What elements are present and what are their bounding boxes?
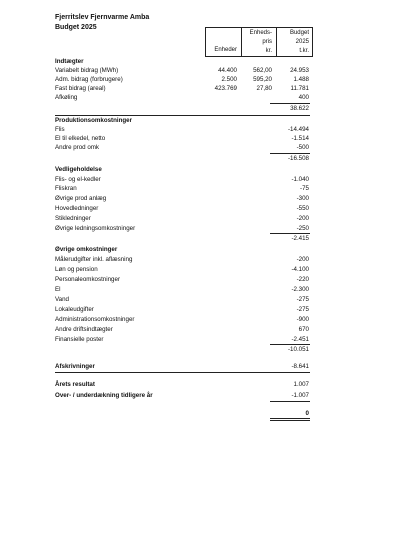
row-label: Hovedledninger bbox=[55, 205, 99, 212]
row-label: Øvrige ledningsomkostninger bbox=[55, 225, 136, 232]
section-heading-row bbox=[0, 165, 400, 174]
row-price: 27,80 bbox=[256, 85, 272, 92]
row-label: Fast bidrag (areal) bbox=[55, 85, 106, 92]
table-row bbox=[0, 66, 400, 75]
subtotal-row bbox=[0, 345, 400, 354]
row-label: Afkøling bbox=[55, 94, 78, 101]
final-total-row bbox=[0, 409, 400, 418]
row-units: 44.400 bbox=[218, 67, 237, 74]
result-value: 1.007 bbox=[293, 381, 309, 388]
table-row bbox=[0, 255, 400, 264]
row-label: Flis bbox=[55, 126, 65, 133]
row-price: 595,20 bbox=[253, 76, 272, 83]
table-row bbox=[0, 184, 400, 193]
table-row bbox=[0, 315, 400, 324]
col-header-budget-line3: t.kr. bbox=[299, 48, 309, 54]
section-heading: Indtægter bbox=[55, 58, 84, 65]
col-header-price-line1: Enheds- bbox=[249, 30, 272, 36]
table-row bbox=[0, 335, 400, 344]
col-header-price-line3: kr. bbox=[265, 48, 272, 54]
table-row bbox=[0, 125, 400, 134]
row-label: Stikledninger bbox=[55, 215, 91, 222]
section-heading: Vedligeholdelse bbox=[55, 166, 102, 173]
subtotal-value: 38.622 bbox=[290, 105, 309, 112]
row-budget: 11.781 bbox=[290, 85, 309, 92]
row-budget: 24.953 bbox=[290, 67, 309, 74]
row-budget: -75 bbox=[300, 185, 309, 192]
table-row bbox=[0, 224, 400, 233]
row-budget: -275 bbox=[296, 296, 309, 303]
table-row bbox=[0, 175, 400, 184]
table-row bbox=[0, 265, 400, 274]
row-label: El til elkedel, netto bbox=[55, 135, 106, 142]
adjustment-value: -1.007 bbox=[291, 392, 309, 399]
row-budget: -220 bbox=[296, 276, 309, 283]
table-row bbox=[0, 214, 400, 223]
subtotal-line bbox=[270, 401, 310, 402]
row-budget: 670 bbox=[298, 326, 309, 333]
result-row bbox=[0, 380, 400, 389]
row-budget: -500 bbox=[296, 144, 309, 151]
column-divider bbox=[241, 27, 242, 57]
section-heading-row bbox=[0, 57, 400, 66]
section-heading-row bbox=[0, 245, 400, 254]
row-budget: -300 bbox=[296, 195, 309, 202]
table-row bbox=[0, 93, 400, 102]
row-budget: -200 bbox=[296, 215, 309, 222]
page-title: Fjerritslev Fjernvarme Amba bbox=[55, 14, 150, 21]
row-label: El bbox=[55, 286, 61, 293]
row-budget: 1.488 bbox=[293, 76, 309, 83]
row-budget: -2.451 bbox=[291, 336, 309, 343]
row-label: Lokaleudgifter bbox=[55, 306, 94, 313]
row-budget: -550 bbox=[296, 205, 309, 212]
subtotal-row bbox=[0, 154, 400, 163]
col-header-budget-line2: 2025 bbox=[295, 39, 309, 45]
row-budget: 400 bbox=[298, 94, 309, 101]
subtotal-value: -16.508 bbox=[288, 155, 309, 162]
section-heading-row bbox=[0, 116, 400, 125]
final-total-value: 0 bbox=[305, 410, 309, 417]
adjustment-label: Over- / underdækning tidligere år bbox=[55, 392, 153, 399]
page-subtitle: Budget 2025 bbox=[55, 24, 97, 31]
row-units: 423.769 bbox=[214, 85, 237, 92]
row-label: Andre driftsindtægter bbox=[55, 326, 113, 333]
result-label: Årets resultat bbox=[55, 381, 95, 388]
table-row bbox=[0, 295, 400, 304]
adjustment-row bbox=[0, 391, 400, 400]
row-label: Administrationsomkostninger bbox=[55, 316, 135, 323]
col-header-price-line2: pris bbox=[262, 39, 272, 45]
table-row bbox=[0, 75, 400, 84]
row-budget: -4.100 bbox=[291, 266, 309, 273]
section-heading: Øvrige omkostninger bbox=[55, 246, 118, 253]
row-label: Løn og pension bbox=[55, 266, 98, 273]
table-row bbox=[0, 275, 400, 284]
row-label: Målerudgifter inkl. aflæsning bbox=[55, 256, 133, 263]
row-budget: -250 bbox=[296, 225, 309, 232]
row-budget: -2.300 bbox=[291, 286, 309, 293]
table-row bbox=[0, 325, 400, 334]
row-budget: -1.514 bbox=[291, 135, 309, 142]
row-label: Fliskran bbox=[55, 185, 77, 192]
depreciation-row bbox=[0, 362, 400, 371]
table-row bbox=[0, 305, 400, 314]
subtotal-row bbox=[0, 234, 400, 243]
table-row bbox=[0, 84, 400, 93]
row-budget: -275 bbox=[296, 306, 309, 313]
row-budget: -900 bbox=[296, 316, 309, 323]
double-underline bbox=[270, 418, 310, 421]
row-budget: -200 bbox=[296, 256, 309, 263]
row-label: Adm. bidrag (forbrugere) bbox=[55, 76, 123, 83]
row-budget: -14.494 bbox=[288, 126, 309, 133]
depreciation-label: Afskrivninger bbox=[55, 363, 95, 370]
column-divider bbox=[276, 27, 277, 57]
col-header-budget-line1: Budget bbox=[289, 30, 309, 36]
row-label: Vand bbox=[55, 296, 69, 303]
table-row bbox=[0, 194, 400, 203]
row-units: 2.500 bbox=[221, 76, 237, 83]
row-label: Andre prod omk bbox=[55, 144, 100, 151]
section-divider bbox=[55, 372, 310, 373]
table-row bbox=[0, 285, 400, 294]
table-row bbox=[0, 143, 400, 152]
subtotal-row bbox=[0, 104, 400, 113]
table-row bbox=[0, 204, 400, 213]
row-price: 562,00 bbox=[253, 67, 272, 74]
row-label: Finansielle poster bbox=[55, 336, 104, 343]
row-budget: -1.040 bbox=[291, 176, 309, 183]
row-label: Flis- og el-kedler bbox=[55, 176, 101, 183]
subtotal-value: -10.051 bbox=[288, 346, 309, 353]
row-label: Personaleomkostninger bbox=[55, 276, 121, 283]
col-header-units: Enheder bbox=[214, 47, 237, 53]
section-heading: Produktionsomkostninger bbox=[55, 117, 133, 124]
subtotal-value: -2.415 bbox=[291, 235, 309, 242]
table-row bbox=[0, 134, 400, 143]
row-label: Variabelt bidrag (MWh) bbox=[55, 67, 119, 74]
row-label: Øvrige prod anlæg bbox=[55, 195, 107, 202]
depreciation-value: -8.641 bbox=[291, 363, 309, 370]
